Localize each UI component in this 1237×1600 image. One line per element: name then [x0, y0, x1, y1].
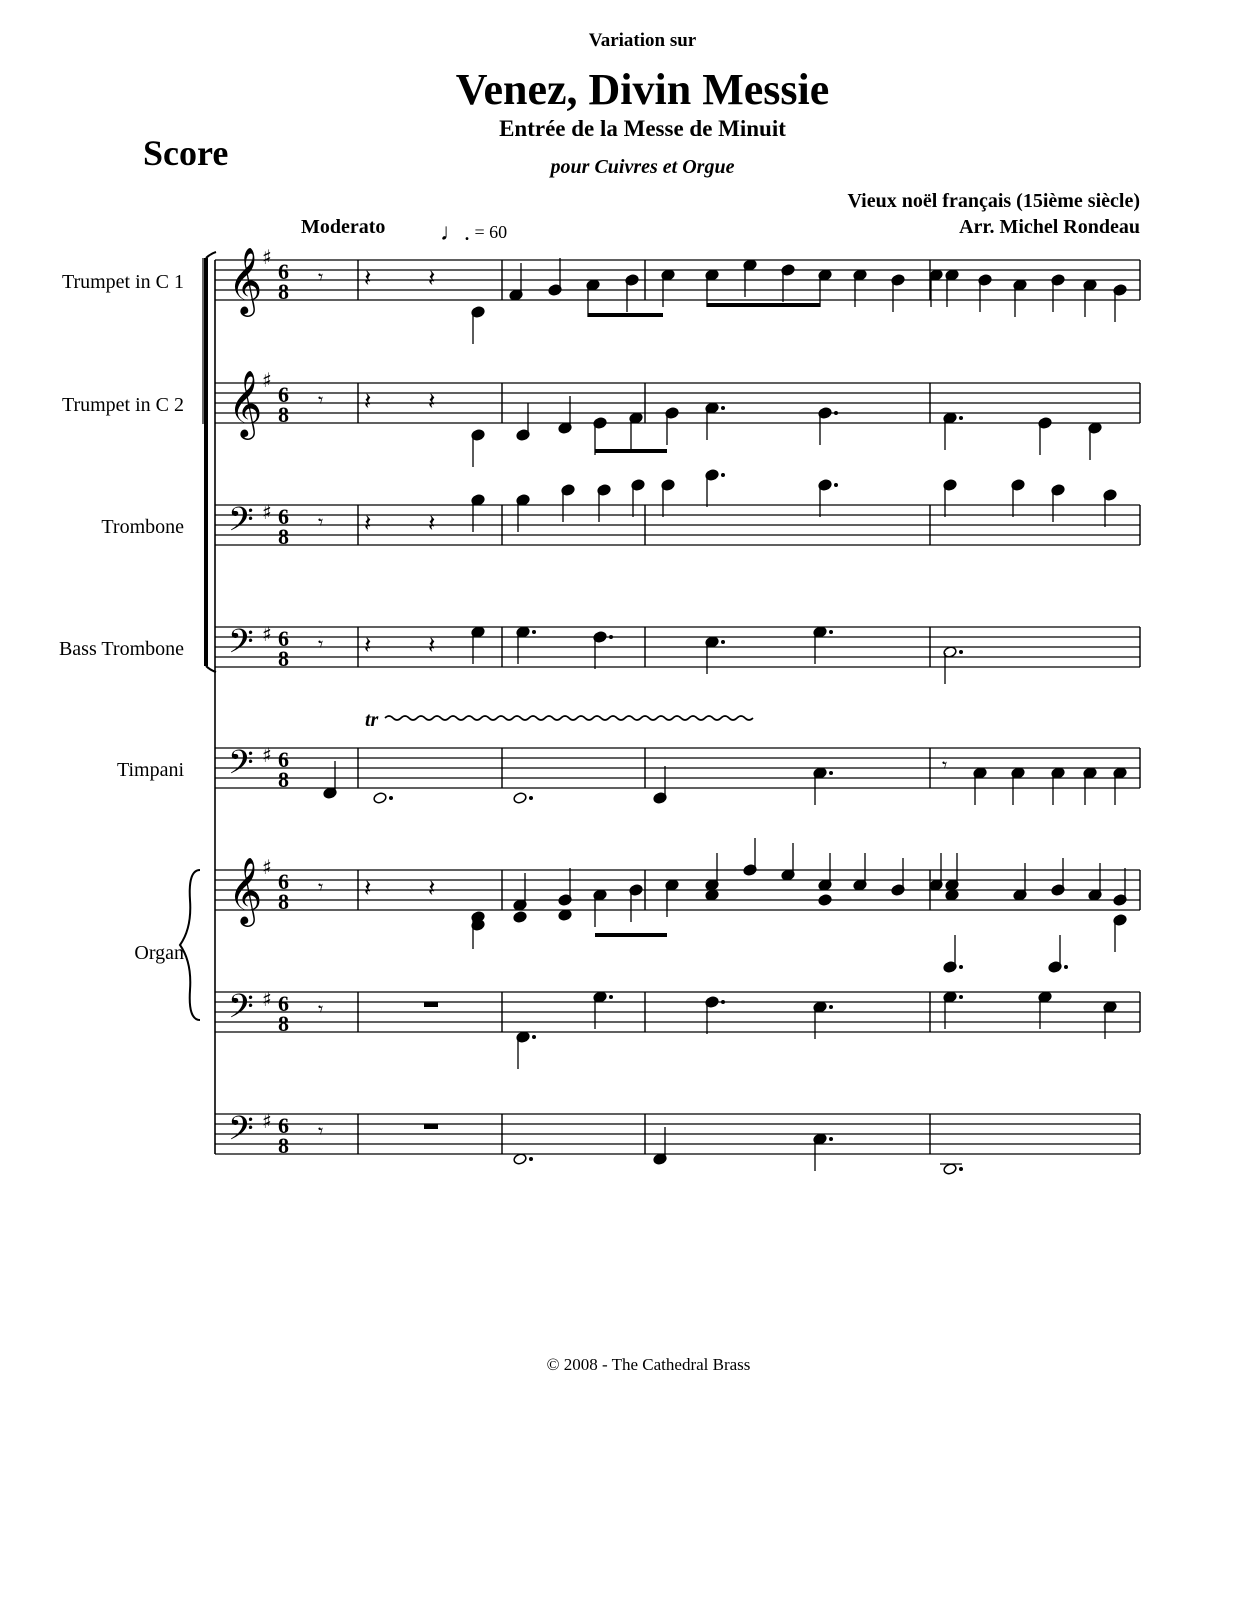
note-dot	[609, 995, 613, 999]
bass-clef-icon: 𝄢	[228, 744, 254, 790]
rest-icon: 𝄽	[364, 387, 372, 415]
time-signature-denominator: 8	[278, 1011, 289, 1036]
whole-rest-icon	[424, 1124, 438, 1129]
rest-icon: 𝄾	[318, 265, 324, 289]
bass-clef-icon: 𝄢	[228, 623, 254, 669]
time-signature-numerator: 6	[278, 747, 289, 772]
treble-clef-icon: 𝄞	[228, 856, 263, 924]
time-signature-denominator: 8	[278, 646, 289, 671]
rest-icon: 𝄽	[428, 264, 436, 292]
note-head	[373, 792, 387, 805]
note-dot	[959, 416, 963, 420]
page-title: Venez, Divin Messie	[455, 65, 830, 114]
sharp-icon: ♯	[262, 245, 272, 269]
arranger-credit: Arr. Michel Rondeau	[959, 216, 1140, 238]
note-dot	[959, 650, 963, 654]
sharp-icon: ♯	[262, 855, 272, 879]
time-signature-denominator: 8	[278, 279, 289, 304]
note-head	[945, 889, 959, 902]
organ-brace	[180, 870, 200, 1020]
sharp-icon: ♯	[262, 743, 272, 767]
rest-icon: 𝄽	[428, 387, 436, 415]
rest-icon: 𝄽	[364, 874, 372, 902]
rest-icon: 𝄾	[318, 997, 324, 1021]
bass-clef-icon: 𝄢	[228, 501, 254, 547]
time-signature-numerator: 6	[278, 869, 289, 894]
note-head	[558, 909, 572, 922]
sharp-icon: ♯	[262, 1109, 272, 1133]
instrument-label-trumpet-2: Trumpet in C 2	[61, 394, 184, 416]
sharp-icon: ♯	[262, 622, 272, 646]
rest-icon: 𝄽	[364, 509, 372, 537]
instrument-label-bass-trombone: Bass Trombone	[58, 638, 184, 660]
sharp-icon: ♯	[262, 987, 272, 1011]
time-signature-numerator: 6	[278, 991, 289, 1016]
pre-title: Variation sur	[588, 30, 697, 51]
instrument-label-trumpet-1: Trumpet in C 1	[61, 271, 184, 293]
sharp-icon: ♯	[262, 368, 272, 392]
instrumentation: pour Cuivres et Orgue	[550, 156, 735, 178]
time-signature-denominator: 8	[278, 402, 289, 427]
treble-clef-icon: 𝄞	[228, 369, 263, 437]
time-signature-numerator: 6	[278, 259, 289, 284]
bass-clef-icon: 𝄢	[228, 988, 254, 1034]
whole-rest-icon	[424, 1002, 438, 1007]
rest-icon: 𝄾	[318, 632, 324, 656]
note-dot	[529, 1157, 533, 1161]
note-dot	[834, 411, 838, 415]
note-dot	[721, 406, 725, 410]
time-signature-denominator: 8	[278, 524, 289, 549]
bass-clef-icon: 𝄢	[228, 1110, 254, 1156]
trill-line	[385, 716, 753, 720]
note-head	[513, 792, 527, 805]
rest-icon: 𝄾	[318, 388, 324, 412]
note-dot	[532, 630, 536, 634]
trill-mark: tr	[365, 709, 379, 731]
note-dot	[959, 965, 963, 969]
note-dot	[1064, 965, 1068, 969]
rest-icon: 𝄽	[428, 874, 436, 902]
note-head	[513, 911, 527, 924]
note-dot	[829, 630, 833, 634]
note-dot	[834, 483, 838, 487]
note-dot	[959, 1167, 963, 1171]
time-signature-numerator: 6	[278, 382, 289, 407]
rest-icon: 𝄾	[318, 875, 324, 899]
note-dot	[609, 635, 613, 639]
rest-icon: 𝄾	[318, 510, 324, 534]
time-signature-denominator: 8	[278, 767, 289, 792]
subtitle: Entrée de la Messe de Minuit	[499, 116, 786, 141]
composer-credit: Vieux noël français (15ième siècle)	[847, 190, 1140, 212]
time-signature-numerator: 6	[278, 504, 289, 529]
note-dot	[721, 1000, 725, 1004]
tempo-value: ♩. = 60	[440, 220, 508, 246]
rest-icon: 𝄾	[942, 753, 948, 777]
time-signature-denominator: 8	[278, 889, 289, 914]
note-head	[818, 894, 832, 907]
time-signature-denominator: 8	[278, 1133, 289, 1158]
note-head	[705, 889, 719, 902]
score-label: Score	[143, 133, 229, 173]
note-dot	[959, 995, 963, 999]
note-dot	[829, 1005, 833, 1009]
note-dot	[389, 796, 393, 800]
note-dot	[829, 1137, 833, 1141]
rest-icon: 𝄽	[428, 509, 436, 537]
tempo-marking: Moderato	[301, 216, 386, 238]
treble-clef-icon: 𝄞	[228, 246, 263, 314]
note-dot	[721, 473, 725, 477]
note-dot	[829, 771, 833, 775]
note-dot	[721, 640, 725, 644]
instrument-label-organ: Organ	[134, 942, 184, 964]
time-signature-numerator: 6	[278, 1113, 289, 1138]
time-signature-numerator: 6	[278, 626, 289, 651]
rest-icon: 𝄽	[364, 264, 372, 292]
rest-icon: 𝄽	[364, 631, 372, 659]
rest-icon: 𝄽	[428, 631, 436, 659]
note-dot	[532, 1035, 536, 1039]
note-head	[513, 1153, 527, 1166]
note-dot	[529, 796, 533, 800]
note-head	[943, 1163, 957, 1176]
instrument-label-trombone: Trombone	[101, 516, 184, 538]
instrument-label-timpani: Timpani	[116, 759, 184, 781]
rest-icon: 𝄾	[318, 1119, 324, 1143]
sharp-icon: ♯	[262, 500, 272, 524]
copyright: © 2008 - The Cathedral Brass	[546, 1355, 751, 1374]
